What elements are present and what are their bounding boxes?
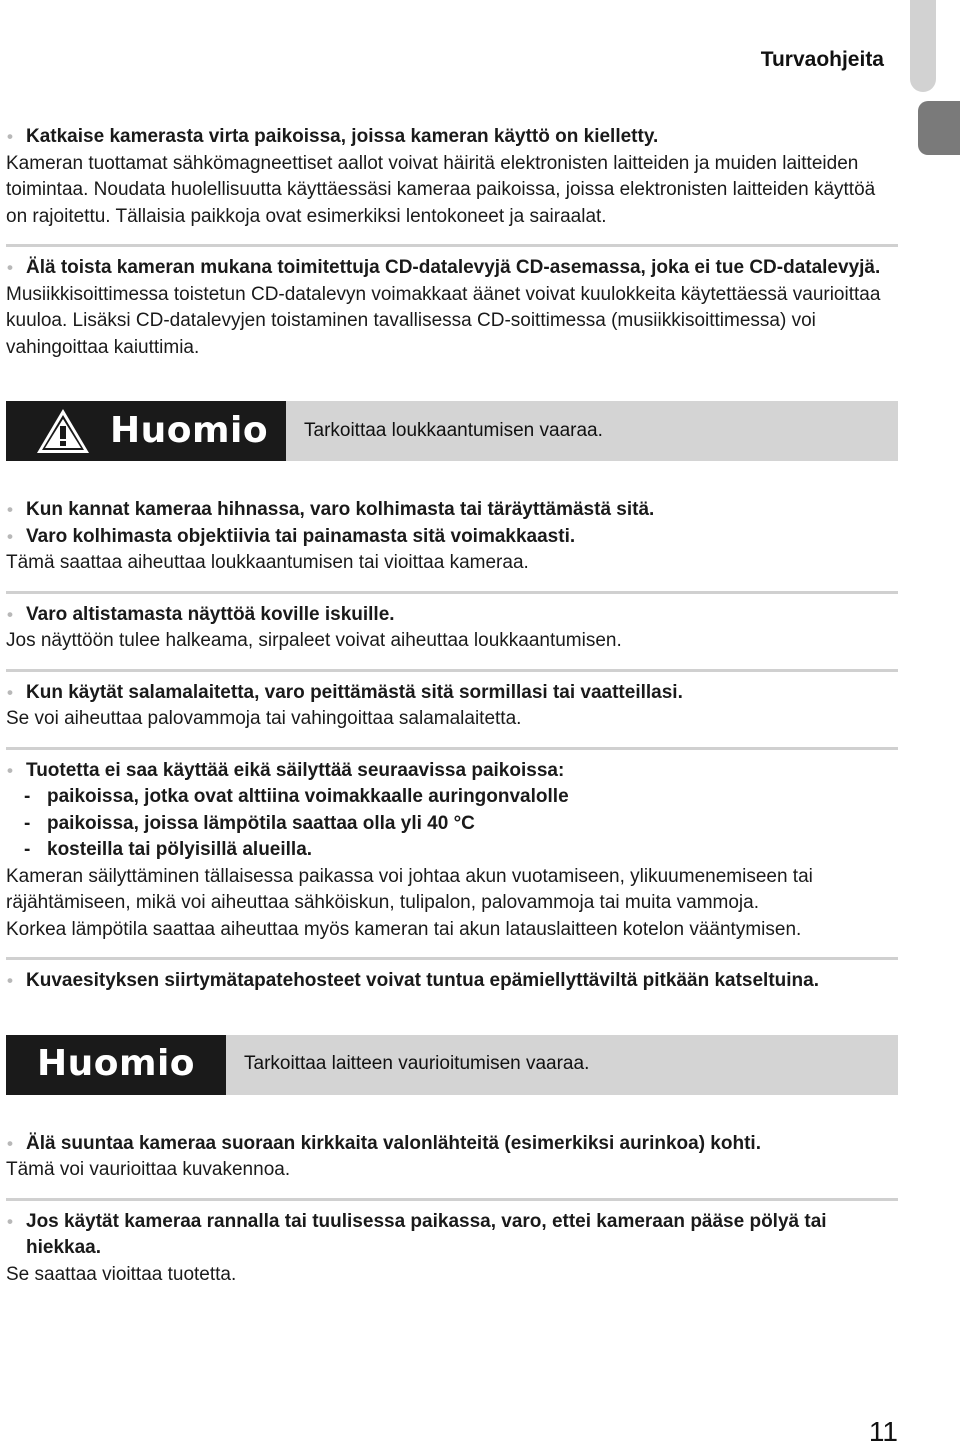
item-heading: [6, 680, 898, 707]
list-item: [6, 244, 898, 361]
dash-icon: -: [24, 786, 31, 807]
list-item: [6, 957, 898, 995]
item-heading: [6, 758, 898, 785]
item-heading: [6, 524, 898, 551]
notice-label-box: [6, 1035, 226, 1095]
list-item: [6, 1131, 898, 1184]
item-heading-text: Katkaise kamerasta virta paikoissa, joissa kameran käyttö on kielletty.: [26, 126, 659, 147]
section-tab-side: [918, 101, 960, 155]
item-heading-text: Kun käytät salamalaitetta, varo peittämästä sitä sormillasi tai vaatteillasi.: [26, 681, 683, 703]
list-item: [6, 591, 898, 655]
bullet-icon: •: [7, 526, 13, 546]
item-heading-text: Jos käytät kameraa rannalla tai tuulisessa paikassa, varo, ettei kameraan pääse pölyä tai hiekkaa.: [26, 1210, 827, 1258]
item-body: Tämä saattaa aiheuttaa loukkaantumisen tai vioittaa kameraa.: [6, 552, 529, 573]
item-body: Kameran säilyttäminen tällaisessa paikassa voi johtaa akun vuotamiseen, ylikuumenemiseen tai räjähtämiseen, mikä voi aiheuttaa sähköiskun, tulipalon, palovammoja tai muita vammoja.: [6, 865, 813, 913]
list-item: [6, 747, 898, 944]
item-heading: [6, 497, 898, 524]
item-heading-text: Kun kannat kameraa hihnassa, varo kolhimasta tai täräyttämästä sitä.: [26, 499, 655, 520]
sub-list-text: paikoissa, joissa lämpötila saattaa olla yli 40 °C: [47, 812, 475, 834]
item-heading-text: Tuotetta ei saa käyttää eikä säilyttää seuraavissa paikoissa:: [26, 759, 565, 781]
sub-list-item: [6, 784, 898, 811]
notice-banner: [6, 1035, 898, 1095]
caution-description: Tarkoittaa loukkaantumisen vaaraa.: [304, 419, 603, 441]
item-heading: [6, 255, 898, 282]
dash-icon: -: [24, 839, 31, 860]
caution-label-box: [6, 401, 286, 461]
bullet-icon: •: [7, 682, 13, 702]
item-body: Kameran tuottamat sähkömagneettiset aallot voivat häiritä elektronisten laitteiden ja muiden laitteiden toimintaa. Noudata huolellisuutta käyttäessäsi kameraa paikoissa, joissa elektronisten laitteiden käyttöä on rajoitettu. Tällaisia paikkoja ovat esimerkiksi lentokoneet ja sairaalat.: [6, 152, 876, 227]
bullet-icon: •: [7, 760, 13, 780]
bullet-icon: •: [7, 500, 13, 519]
page-number: 11: [868, 1416, 898, 1447]
caution-banner: [6, 401, 898, 461]
bullet-icon: •: [7, 258, 13, 277]
item-heading-text: Älä toista kameran mukana toimitettuja CD-datalevyjä CD-asemassa, joka ei tue CD-datalevyjä.: [26, 257, 881, 278]
sub-list-item: [6, 811, 898, 838]
item-heading: [6, 602, 898, 629]
warning-triangle-icon: [34, 406, 92, 456]
bullet-icon: •: [7, 1133, 13, 1153]
item-heading: [6, 968, 898, 995]
section-tab-top: [910, 0, 936, 92]
dash-icon: -: [24, 812, 31, 834]
notice-description: Tarkoittaa laitteen vaurioitumisen vaaraa.: [244, 1053, 590, 1075]
sub-list-item: [6, 837, 898, 864]
item-body: Se voi aiheuttaa palovammoja tai vahingoittaa salamalaitetta.: [6, 708, 522, 729]
bullet-icon: •: [7, 604, 13, 624]
bullet-icon: •: [7, 1211, 13, 1231]
sub-list-text: kosteilla tai pölyisillä alueilla.: [47, 839, 313, 860]
item-heading: [6, 124, 898, 151]
bullet-icon: •: [7, 971, 13, 990]
item-body: Jos näyttöön tulee halkeama, sirpaleet voivat aiheuttaa loukkaantumisen.: [6, 630, 622, 651]
page-header-title: Turvaohjeita: [760, 48, 884, 71]
caution-label: Huomio: [110, 409, 269, 451]
item-heading-text: Älä suuntaa kameraa suoraan kirkkaita valonlähteitä (esimerkiksi aurinkoa) kohti.: [26, 1132, 761, 1154]
sub-list-text: paikoissa, jotka ovat alttiina voimakkaalle auringonvalolle: [47, 786, 569, 807]
item-body: Se saattaa vioittaa tuotetta.: [6, 1263, 237, 1285]
list-item: [6, 669, 898, 733]
sub-list: [6, 784, 898, 864]
page-content: [6, 124, 898, 1302]
list-item: [6, 1198, 898, 1289]
bullet-icon: •: [7, 127, 13, 146]
item-body: Korkea lämpötila saattaa aiheuttaa myös kameran tai akun latauslaitteen kotelon vääntymisen.: [6, 918, 802, 940]
notice-label: Huomio: [36, 1043, 196, 1085]
item-heading-text: Varo kolhimasta objektiivia tai painamasta sitä voimakkaasti.: [26, 525, 576, 547]
item-heading: [6, 1209, 898, 1262]
item-body: Musiikkisoittimessa toistetun CD-datalevyn voimakkaat äänet voivat kuulokkeita käytettäessä vaurioittaa kuuloa. Lisäksi CD-datalevyjen toistaminen tavallisessa CD-soittimessa (musiikkisoittimessa) voi vahingoittaa kaiuttimia.: [6, 283, 881, 358]
item-body: Tämä voi vaurioittaa kuvakennoa.: [6, 1159, 291, 1180]
list-item: [6, 497, 898, 577]
item-heading-text: Varo altistamasta näyttöä koville iskuille.: [26, 603, 395, 625]
item-heading-text: Kuvaesityksen siirtymätapatehosteet voivat tuntua epämiellyttäviltä pitkään katseltuina.: [26, 970, 819, 991]
list-item: [6, 124, 898, 230]
item-heading: [6, 1131, 898, 1158]
